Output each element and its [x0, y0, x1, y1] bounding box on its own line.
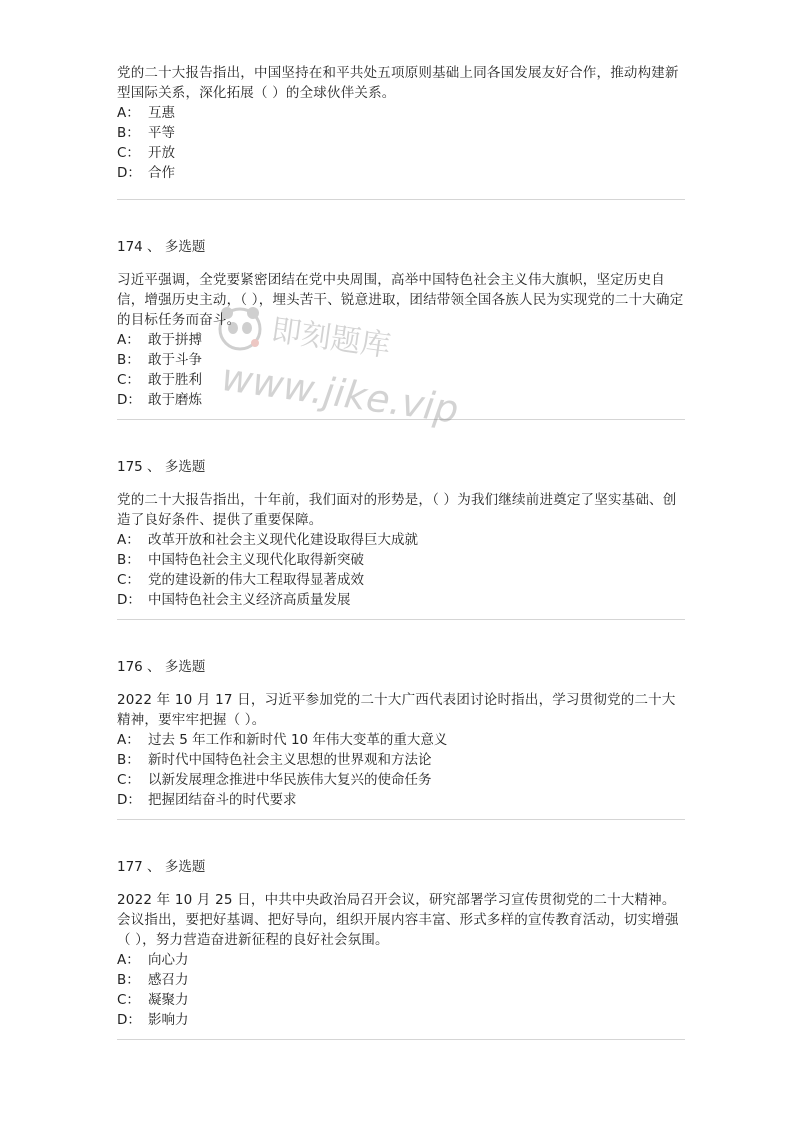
option-c: [117, 770, 687, 790]
option-letter: D：: [117, 592, 141, 608]
option-text: 过去 5 年工作和新时代 10 年伟大变革的重大意义: [148, 732, 448, 748]
option-letter: A：: [117, 105, 140, 121]
option-text: 敢于拼搏: [148, 332, 202, 348]
question-stem: 2022 年 10 月 25 日，中共中央政治局召开会议，研究部署学习宣传贯彻党的二十大精神。会议指出，要把好基调、把好导向，组织开展内容丰富、形式多样的宣传教育活动，切实增强（ ），努力营造奋进新征程的良好社会氛围。: [117, 892, 679, 948]
option-letter: A：: [117, 332, 140, 348]
option-text: 敢于胜利: [148, 372, 202, 388]
question-175: [117, 457, 687, 610]
question-stem: 习近平强调，全党要紧密团结在党中央周围，高举中国特色社会主义伟大旗帜，坚定历史自信，增强历史主动，（ ），埋头苦干、锐意进取，团结带领全国各族人民为实现党的二十大确定的目标任务而奋斗。: [117, 272, 684, 328]
option-letter: D：: [117, 165, 141, 181]
option-text: 把握团结奋斗的时代要求: [148, 792, 297, 808]
divider: [117, 1039, 685, 1040]
question-header: 177 、 多选题: [117, 859, 206, 875]
option-b: [117, 750, 687, 770]
option-text: 合作: [148, 165, 175, 181]
option-letter: D：: [117, 392, 141, 408]
option-d: [117, 590, 687, 610]
option-letter: D：: [117, 792, 141, 808]
option-letter: B：: [117, 125, 140, 141]
option-a: [117, 103, 687, 123]
option-text: 凝聚力: [148, 992, 189, 1008]
option-text: 中国特色社会主义经济高质量发展: [148, 592, 351, 608]
option-text: 中国特色社会主义现代化取得新突破: [148, 552, 364, 568]
option-b: [117, 123, 687, 143]
option-text: 改革开放和社会主义现代化建设取得巨大成就: [148, 532, 418, 548]
option-text: 互惠: [148, 105, 175, 121]
option-b: [117, 970, 687, 990]
option-a: [117, 950, 687, 970]
option-text: 开放: [148, 145, 175, 161]
question-stem: 2022 年 10 月 17 日，习近平参加党的二十大广西代表团讨论时指出，学习贯彻党的二十大精神，要牢牢把握（ ）。: [117, 692, 676, 728]
divider: [117, 619, 685, 620]
option-text: 党的建设新的伟大工程取得显著成效: [148, 572, 364, 588]
question-173: [117, 63, 687, 183]
option-b: [117, 350, 687, 370]
option-text: 平等: [148, 125, 175, 141]
option-a: [117, 530, 687, 550]
option-letter: B：: [117, 972, 140, 988]
option-letter: B：: [117, 352, 140, 368]
option-letter: D：: [117, 1012, 141, 1028]
watermark-brand: 即刻题库: [269, 312, 393, 365]
question-174: [117, 237, 687, 410]
question-header: 174 、 多选题: [117, 239, 206, 255]
option-letter: C：: [117, 372, 140, 388]
option-text: 敢于斗争: [148, 352, 202, 368]
option-text: 感召力: [148, 972, 189, 988]
option-c: [117, 990, 687, 1010]
question-stem: 党的二十大报告指出，中国坚持在和平共处五项原则基础上同各国发展友好合作，推动构建新型国际关系，深化拓展（ ）的全球伙伴关系。: [117, 65, 679, 101]
option-c: [117, 370, 687, 390]
option-letter: A：: [117, 532, 140, 548]
option-d: [117, 390, 687, 410]
option-letter: C：: [117, 145, 140, 161]
question-176: [117, 657, 687, 810]
option-d: [117, 163, 687, 183]
option-letter: B：: [117, 752, 140, 768]
option-text: 向心力: [148, 952, 189, 968]
watermark-url: www.jike.vip: [218, 355, 462, 432]
option-b: [117, 550, 687, 570]
question-177: [117, 857, 687, 1030]
divider: [117, 199, 685, 200]
divider: [117, 819, 685, 820]
option-c: [117, 570, 687, 590]
option-c: [117, 143, 687, 163]
option-text: 以新发展理念推进中华民族伟大复兴的使命任务: [148, 772, 432, 788]
divider: [117, 419, 685, 420]
option-a: [117, 730, 687, 750]
option-d: [117, 790, 687, 810]
option-letter: C：: [117, 772, 140, 788]
option-letter: A：: [117, 952, 140, 968]
option-d: [117, 1010, 687, 1030]
option-text: 新时代中国特色社会主义思想的世界观和方法论: [148, 752, 432, 768]
option-letter: A：: [117, 732, 140, 748]
option-letter: C：: [117, 992, 140, 1008]
option-a: [117, 330, 687, 350]
option-text: 敢于磨炼: [148, 392, 202, 408]
question-header: 175 、 多选题: [117, 459, 206, 475]
question-header: 176 、 多选题: [117, 659, 206, 675]
option-text: 影响力: [148, 1012, 189, 1028]
option-letter: C：: [117, 572, 140, 588]
question-stem: 党的二十大报告指出，十年前，我们面对的形势是，（ ）为我们继续前进奠定了坚实基础、创造了良好条件、提供了重要保障。: [117, 492, 677, 528]
option-letter: B：: [117, 552, 140, 568]
